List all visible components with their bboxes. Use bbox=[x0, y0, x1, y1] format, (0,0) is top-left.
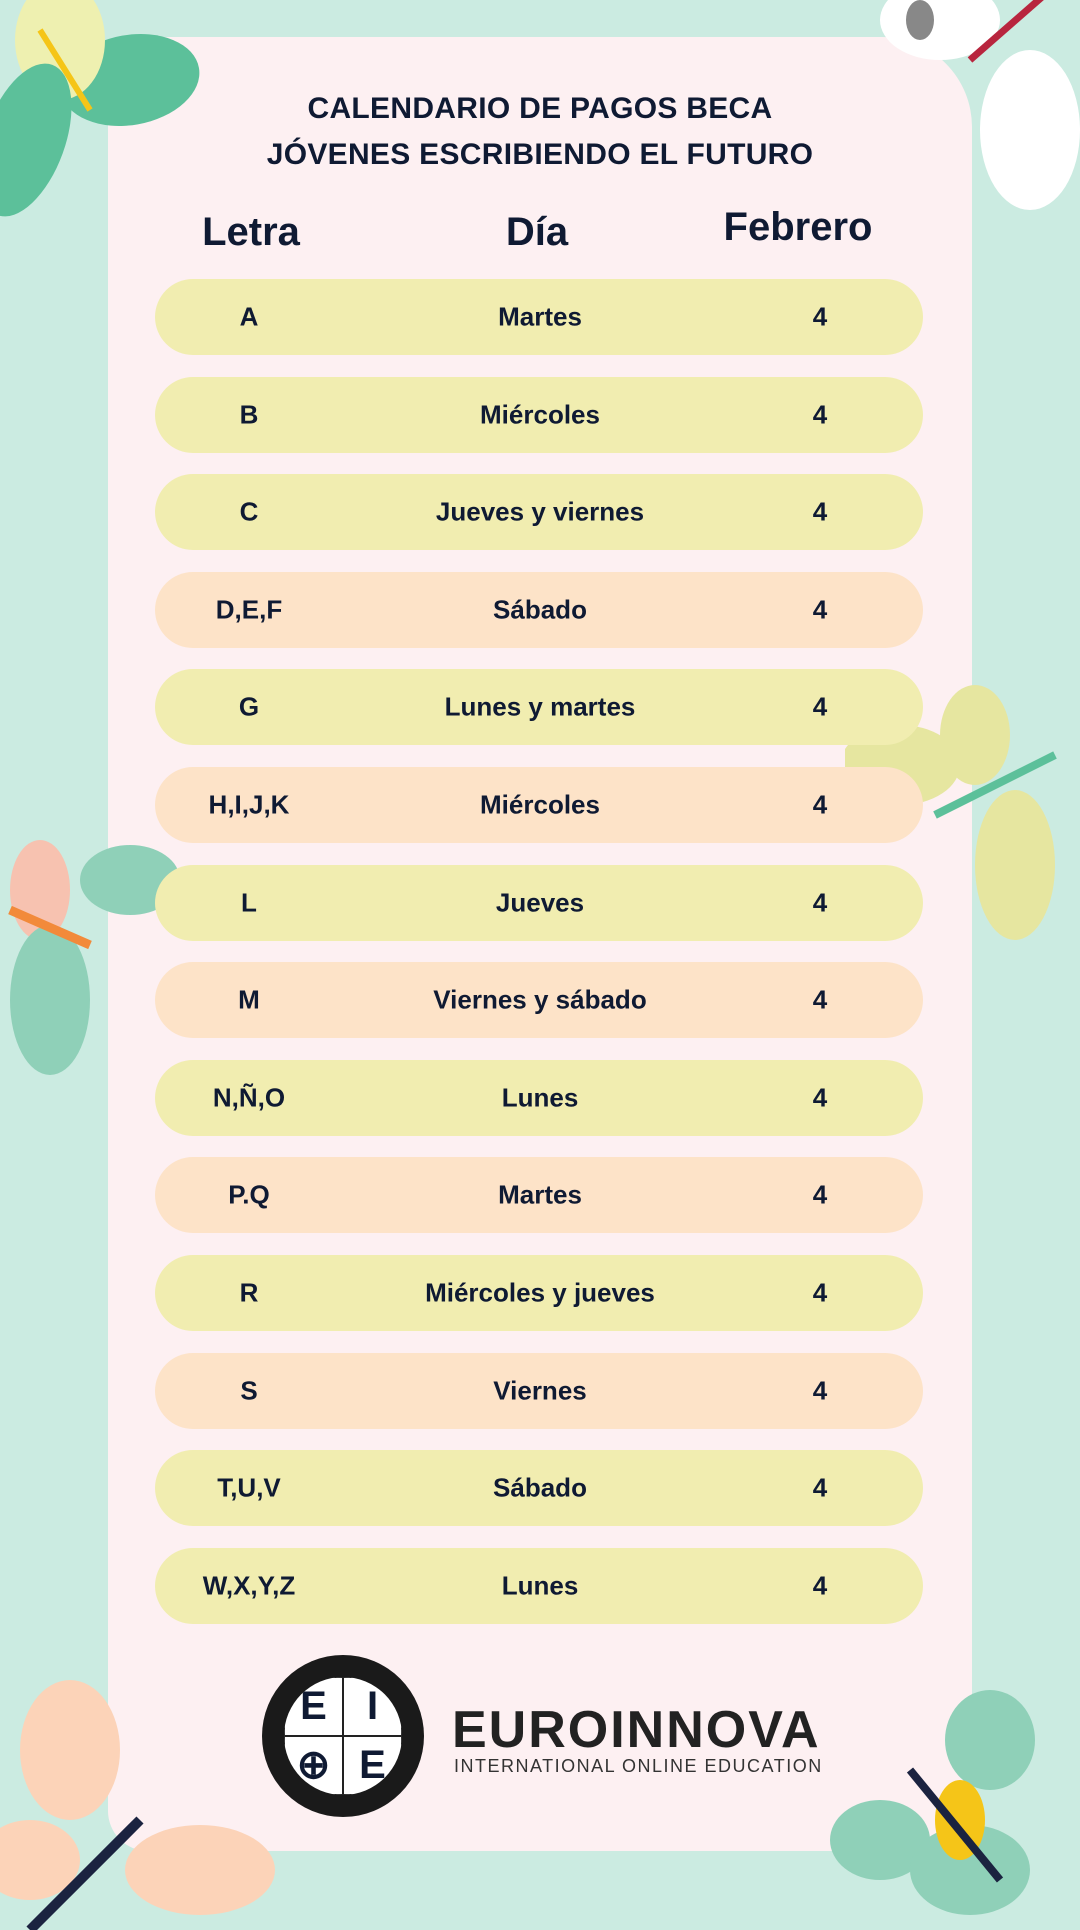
row-date: 4 bbox=[812, 594, 828, 625]
table-row bbox=[155, 1548, 923, 1624]
row-day: Lunes bbox=[501, 1570, 579, 1601]
brand-name: EUROINNOVA bbox=[452, 1701, 821, 1759]
row-date: 4 bbox=[812, 1375, 828, 1406]
row-letter: P.Q bbox=[228, 1179, 270, 1210]
table-row bbox=[155, 1255, 923, 1331]
header-letter: Letra bbox=[202, 210, 300, 254]
row-letter: M bbox=[238, 984, 260, 1015]
row-day: Miércoles y jueves bbox=[425, 1277, 655, 1308]
row-day: Viernes y sábado bbox=[433, 984, 647, 1015]
row-letter: D,E,F bbox=[215, 594, 283, 625]
table-row bbox=[155, 1450, 923, 1526]
table-row bbox=[155, 669, 923, 745]
table-row bbox=[155, 279, 923, 355]
seal-letter: E bbox=[343, 1736, 402, 1796]
row-day: Lunes y martes bbox=[444, 691, 636, 722]
table-row bbox=[155, 1060, 923, 1136]
row-letter: T,U,V bbox=[217, 1472, 281, 1503]
row-date: 4 bbox=[812, 887, 828, 918]
euroinnova-seal-logo bbox=[262, 1655, 424, 1817]
row-letter: L bbox=[241, 887, 257, 918]
row-letter: R bbox=[239, 1277, 259, 1308]
row-day: Jueves bbox=[495, 887, 585, 918]
row-letter: W,X,Y,Z bbox=[202, 1570, 296, 1601]
table-row bbox=[155, 767, 923, 843]
table-row bbox=[155, 572, 923, 648]
table-row bbox=[155, 865, 923, 941]
seal-letter: I bbox=[343, 1677, 402, 1736]
row-day: Miércoles bbox=[480, 789, 600, 820]
row-date: 4 bbox=[812, 496, 828, 527]
row-date: 4 bbox=[812, 789, 828, 820]
row-date: 4 bbox=[812, 1082, 828, 1113]
row-date: 4 bbox=[812, 984, 828, 1015]
row-letter: H,I,J,K bbox=[208, 789, 290, 820]
row-letter: G bbox=[238, 691, 260, 722]
row-date: 4 bbox=[812, 1277, 828, 1308]
seal-letter: E bbox=[284, 1677, 343, 1736]
butterfly-bottom-right-icon bbox=[820, 1690, 1080, 1930]
row-day: Sábado bbox=[493, 594, 587, 625]
butterfly-bottom-left-icon bbox=[0, 1680, 280, 1930]
schedule-table bbox=[155, 279, 923, 1624]
page-title bbox=[0, 86, 1080, 178]
row-letter: S bbox=[240, 1375, 258, 1406]
brand-tagline: INTERNATIONAL ONLINE EDUCATION bbox=[454, 1756, 823, 1776]
row-date: 4 bbox=[812, 691, 828, 722]
header-month: Febrero bbox=[723, 205, 873, 249]
row-day: Viernes bbox=[493, 1375, 587, 1406]
row-day: Sábado bbox=[493, 1472, 587, 1503]
table-row bbox=[155, 962, 923, 1038]
row-date: 4 bbox=[812, 399, 828, 430]
row-letter: A bbox=[239, 301, 259, 332]
row-date: 4 bbox=[812, 1179, 828, 1210]
row-letter: B bbox=[239, 399, 259, 430]
row-date: 4 bbox=[812, 1472, 828, 1503]
row-letter: N,Ñ,O bbox=[212, 1082, 286, 1113]
row-date: 4 bbox=[812, 1570, 828, 1601]
globe-icon: ⊕ bbox=[284, 1736, 343, 1796]
table-row bbox=[155, 1157, 923, 1233]
row-day: Jueves y viernes bbox=[435, 496, 645, 527]
row-letter: C bbox=[239, 496, 259, 527]
row-day: Martes bbox=[498, 1179, 582, 1210]
table-row bbox=[155, 1353, 923, 1429]
row-day: Miércoles bbox=[480, 399, 600, 430]
title-line-1: CALENDARIO DE PAGOS BECA bbox=[307, 92, 773, 125]
header-day: Día bbox=[505, 210, 569, 254]
row-date: 4 bbox=[812, 301, 828, 332]
table-row bbox=[155, 474, 923, 550]
table-row bbox=[155, 377, 923, 453]
title-line-2: JÓVENES ESCRIBIENDO EL FUTURO bbox=[266, 138, 814, 171]
row-day: Lunes bbox=[501, 1082, 579, 1113]
row-day: Martes bbox=[498, 301, 582, 332]
